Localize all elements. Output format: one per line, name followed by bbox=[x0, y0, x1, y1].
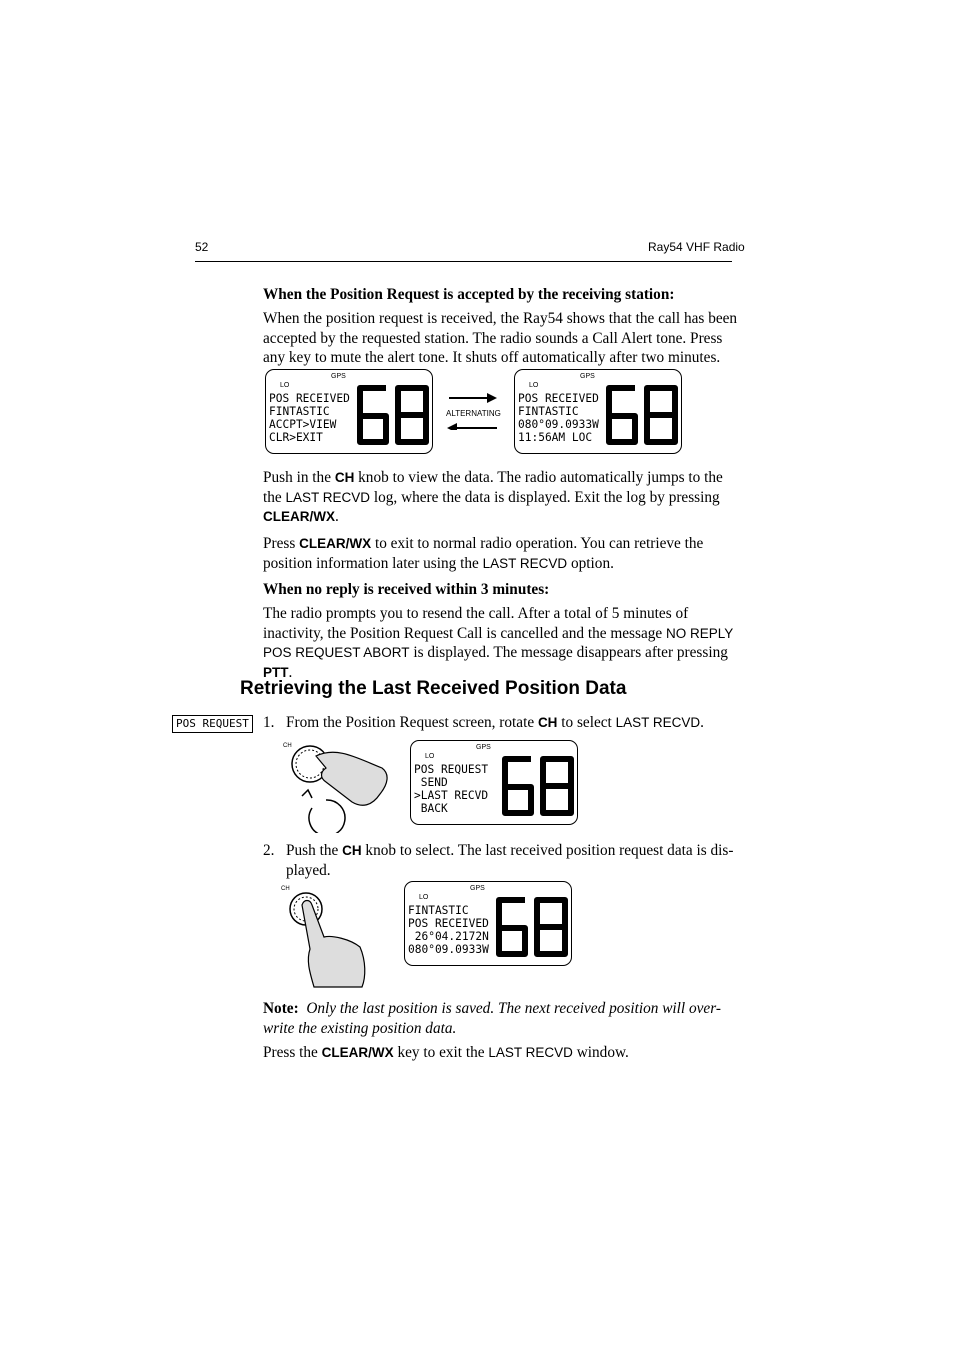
side-label-pos-request: POS REQUEST bbox=[172, 715, 253, 733]
gps-indicator: GPS bbox=[331, 373, 346, 380]
push-knob-icon bbox=[280, 881, 375, 989]
paragraph-press-clear: Press CLEAR/WX to exit to normal radio operation. You can retrieve the position information later using the LAST RECVD option. bbox=[263, 535, 704, 572]
step-1-text: From the Position Request screen, rotate CH to select LAST RECVD. bbox=[286, 714, 704, 731]
key-ch: CH bbox=[537, 715, 558, 730]
paragraph-final: Press the CLEAR/WX key to exit the LAST RECVD window. bbox=[263, 1044, 629, 1061]
heading-no-reply: When no reply is received within 3 minutes: bbox=[263, 581, 550, 598]
lo-indicator: LO bbox=[425, 753, 435, 760]
lcd-display-received-1 bbox=[265, 369, 433, 454]
lcd-text: FINTASTIC POS RECEIVED 26°04.2172N 080°09.0933W bbox=[408, 904, 489, 956]
lcd-display-pos-request bbox=[410, 740, 578, 825]
knob-ch-label: CH bbox=[283, 743, 292, 749]
lcd-display-position-data bbox=[404, 881, 572, 966]
lo-indicator: LO bbox=[280, 382, 290, 389]
gps-indicator: GPS bbox=[470, 885, 485, 892]
message-pos-request-abort: POS REQUEST ABORT bbox=[263, 645, 410, 660]
channel-digits-icon bbox=[499, 753, 577, 819]
message-no-reply: NO REPLY bbox=[666, 625, 734, 641]
gps-indicator: GPS bbox=[580, 373, 595, 380]
lo-indicator: LO bbox=[529, 382, 539, 389]
paragraph-accepted bbox=[263, 309, 738, 368]
running-title: Ray54 VHF Radio bbox=[648, 240, 745, 254]
key-ch: CH bbox=[334, 470, 355, 485]
knob-ch-label: CH bbox=[281, 886, 290, 892]
lcd-text: POS RECEIVED FINTASTIC 080°09.0933W 11:56AM LOC bbox=[518, 392, 599, 444]
menu-last-recvd: LAST RECVD bbox=[615, 715, 701, 730]
step-1-number: 1. bbox=[263, 714, 275, 731]
rotate-knob-icon bbox=[282, 738, 397, 833]
lcd-text: POS RECEIVED FINTASTIC ACCPT>VIEW CLR>EXIT bbox=[269, 392, 350, 444]
page-number: 52 bbox=[195, 240, 209, 254]
key-ptt: PTT bbox=[263, 664, 289, 680]
para-line: any key to mute the alert tone. It shuts off automatically after two minutes. bbox=[263, 349, 721, 366]
menu-last-recvd: LAST RECVD bbox=[482, 555, 568, 571]
paragraph-push-ch: Push in the CH knob to view the data. The radio automatically jumps to the the LAST RECVD log, where the data is displayed. Exit the log by pressing CLEAR/WX. bbox=[263, 469, 723, 525]
key-ch: CH bbox=[342, 843, 362, 858]
note-label: Note: bbox=[263, 1000, 299, 1017]
step-2-number: 2. bbox=[263, 842, 275, 859]
alternating-label: ALTERNATING bbox=[446, 409, 501, 418]
header-rule bbox=[195, 261, 732, 262]
menu-last-recvd: LAST RECVD bbox=[285, 489, 371, 505]
step-2-text: Push the CH knob to select. The last received position request data is dis- played. bbox=[286, 842, 734, 879]
lo-indicator: LO bbox=[419, 894, 429, 901]
key-clear-wx: CLEAR/WX bbox=[321, 1045, 394, 1060]
paragraph-no-reply: The radio prompts you to resend the call. After a total of 5 minutes of inactivity, the Position Request Call is cancelled and the message NO REPLY POS REQUEST ABORT is displayed. The message disappears after pressing PTT. bbox=[263, 605, 734, 681]
gps-indicator: GPS bbox=[476, 744, 491, 751]
heading-accepted: When the Position Request is accepted by the receiving station: bbox=[263, 286, 675, 303]
para-line: When the position request is received, the Ray54 shows that the call has been bbox=[263, 310, 738, 327]
note: Note: Only the last position is saved. The next received position will over- write the existing position data. bbox=[263, 1000, 721, 1037]
channel-digits-icon bbox=[493, 894, 571, 960]
key-clear-wx: CLEAR/WX bbox=[263, 509, 335, 524]
para-line: accepted by the requested station. The radio sounds a Call Alert tone. Press bbox=[263, 329, 723, 347]
channel-digits-icon bbox=[603, 382, 681, 448]
channel-digits-icon bbox=[354, 382, 432, 448]
section-heading-retrieving: Retrieving the Last Received Position Data bbox=[240, 678, 627, 699]
lcd-display-received-2 bbox=[514, 369, 682, 454]
lcd-text: POS REQUEST SEND >LAST RECVD BACK bbox=[414, 763, 489, 815]
key-clear-wx: CLEAR/WX bbox=[299, 536, 372, 551]
menu-last-recvd: LAST RECVD bbox=[488, 1045, 573, 1060]
